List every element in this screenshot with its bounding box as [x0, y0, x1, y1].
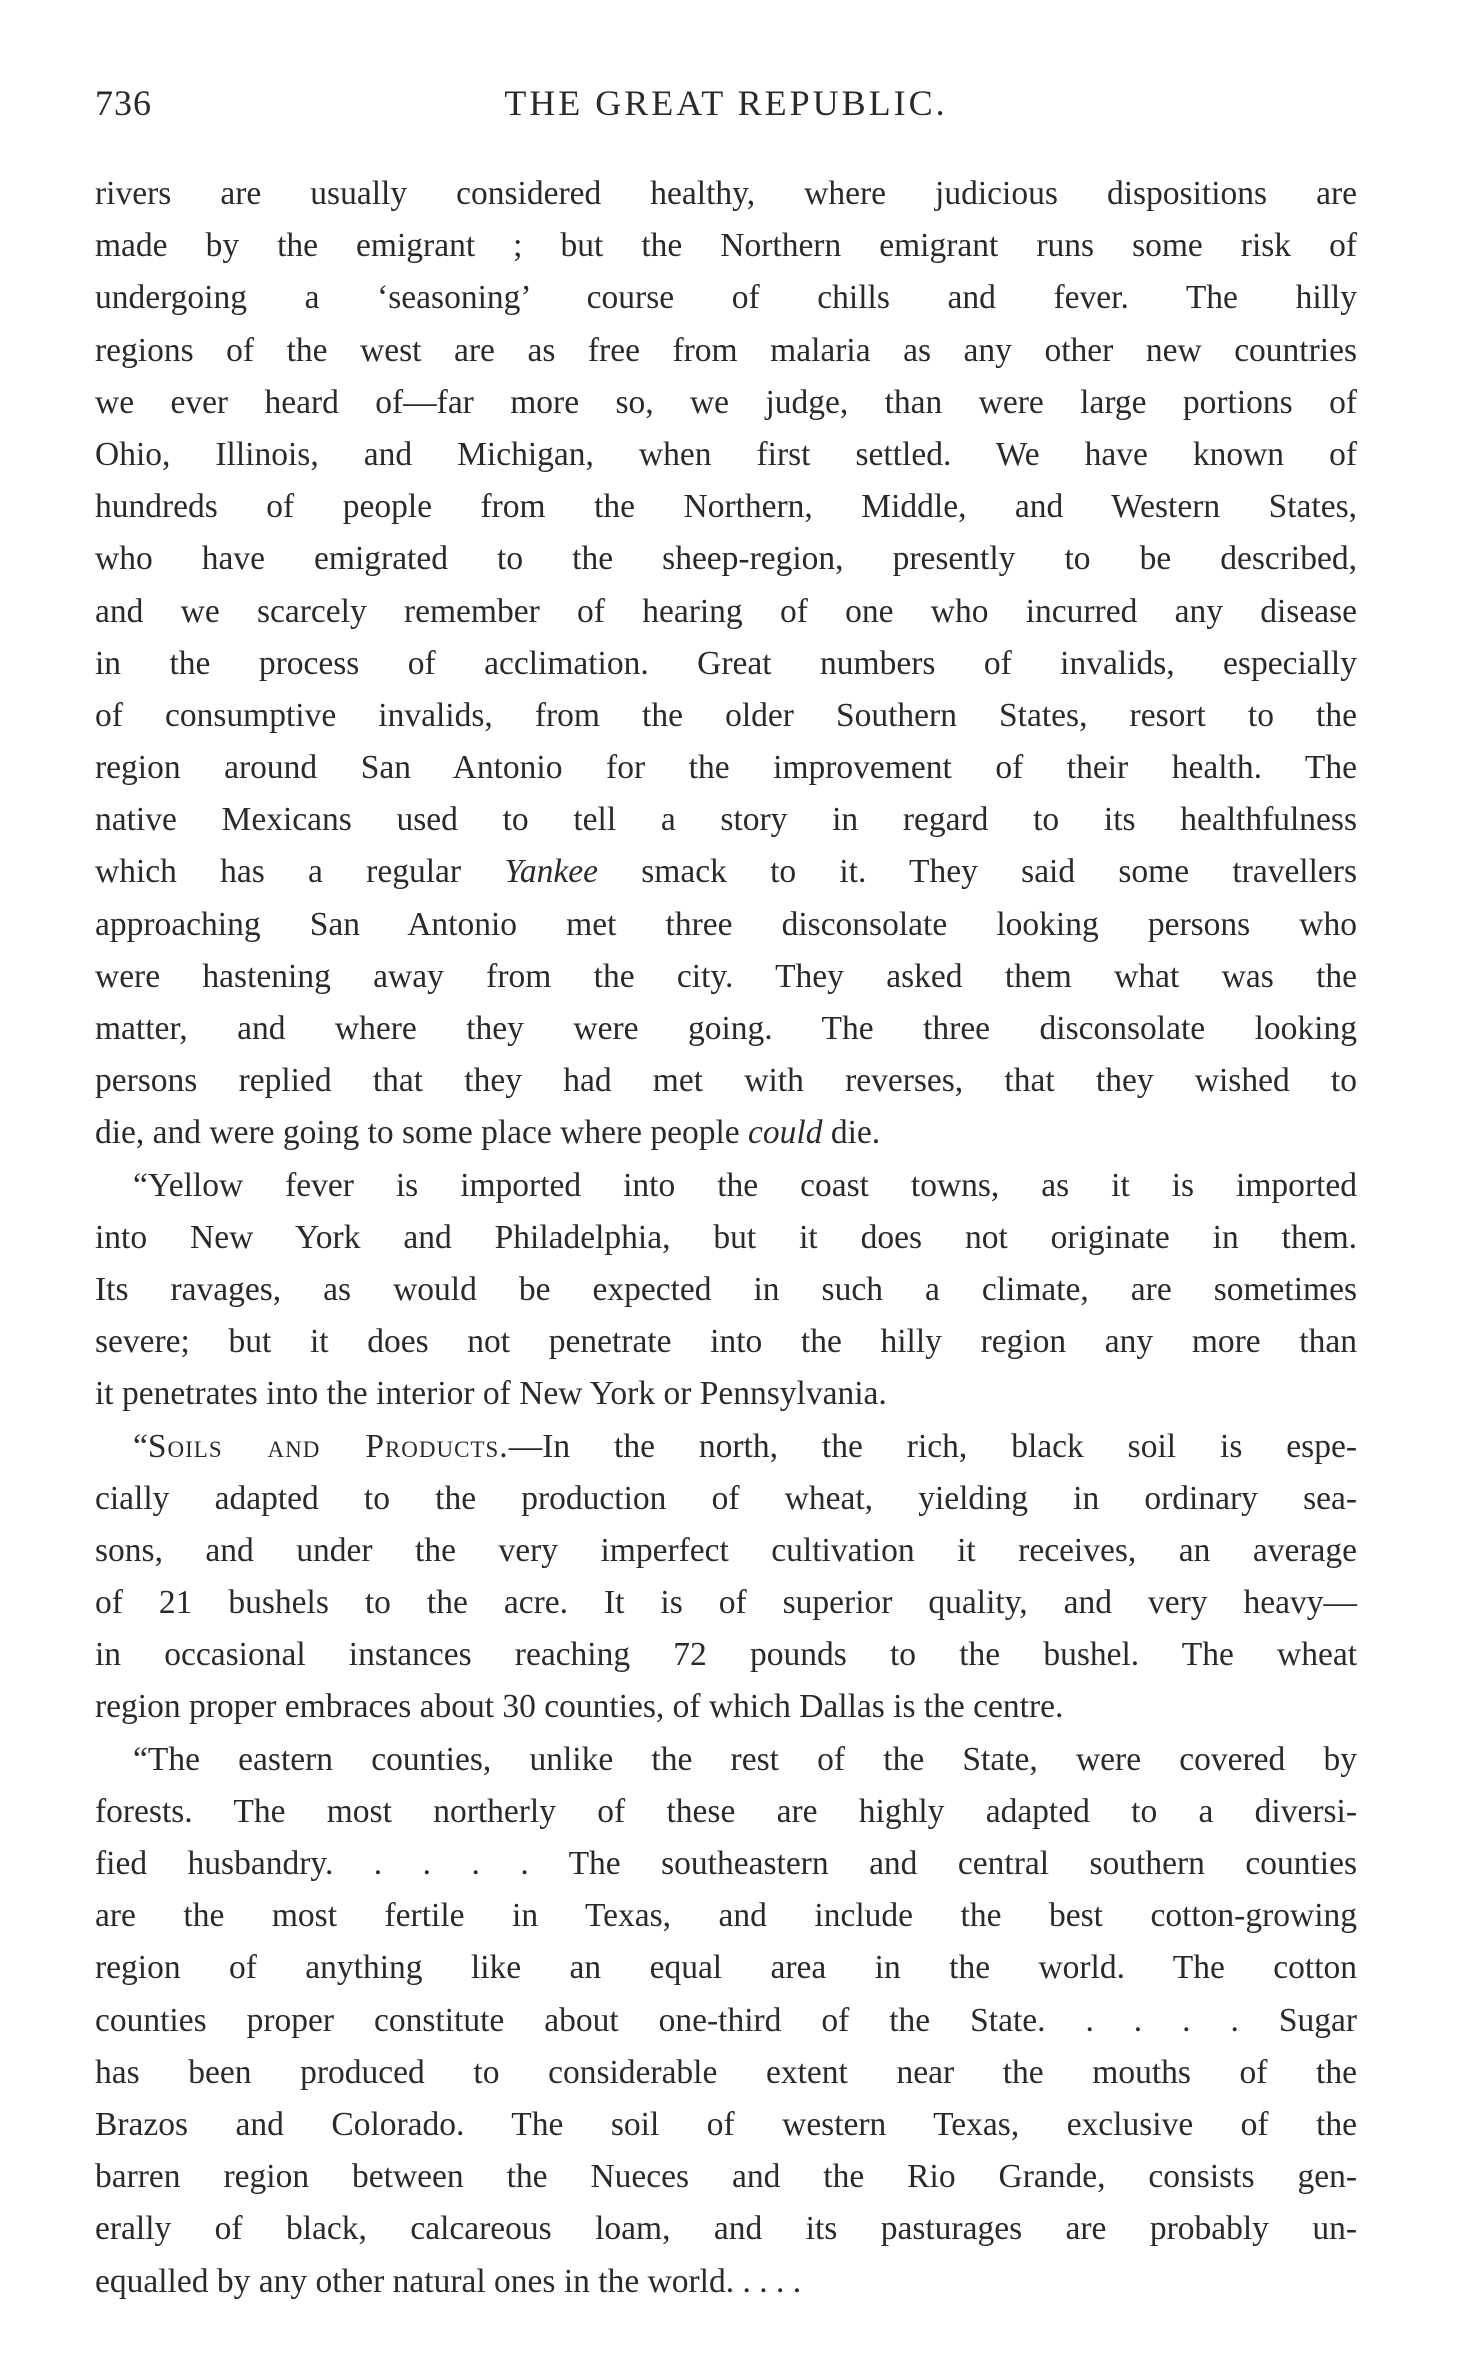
text-line: counties proper constitute about one-third of the State. . . . . Sugar [95, 2001, 1357, 2039]
paragraph-end-line: equalled by any other natural ones in the world. . . . . [95, 2262, 802, 2300]
text-line: hundreds of people from the Northern, Middle, and Western States, [95, 488, 1357, 526]
text-line: rivers are usually considered healthy, where judicious dispositions are [95, 175, 1357, 212]
text-line: sons, and under the very imperfect cultivation it receives, an average [95, 1531, 1357, 1569]
text-run: “ [133, 1427, 148, 1465]
text-line: in the process of acclimation. Great numbers of invalids, especially [95, 644, 1357, 682]
text-line [95, 846, 1357, 898]
text-line: fied husbandry. . . . . The southeastern and central southern counties [95, 1845, 1357, 1882]
page-number: 736 [95, 83, 152, 123]
text-line: made by the emigrant ; but the Northern emigrant runs some risk of [95, 227, 1357, 265]
paragraph-end-line: region proper embraces about 30 counties, of which Dallas is the centre. [95, 1688, 1064, 1726]
text-line: severe; but it does not penetrate into the hilly region any more than [95, 1323, 1357, 1361]
text-run: which has a regular [95, 853, 505, 891]
text-line: barren region between the Nueces and the Rio Grande, consists gen- [95, 2158, 1357, 2196]
text-line: native Mexicans used to tell a story in regard to its healthfulness [95, 801, 1357, 839]
section-heading: Soils and Products. [147, 1427, 509, 1465]
text-line: and we scarcely remember of hearing of one who incurred any disease [95, 592, 1357, 630]
text-line: of consumptive invalids, from the older Southern States, resort to the [95, 696, 1357, 734]
paragraph-end-line: it penetrates into the interior of New York or Pennsylvania. [95, 1375, 887, 1413]
text-line: we ever heard of—far more so, we judge, than were large portions of [95, 383, 1357, 421]
text-line: cially adapted to the production of wheat, yielding in ordinary sea- [95, 1479, 1357, 1517]
section-heading-line [95, 1421, 1357, 1473]
body-text [95, 168, 1357, 2308]
paragraph-start-line: “The eastern counties, unlike the rest of the State, were covered by [133, 1740, 1357, 1778]
paragraph-start-line: “Yellow fever is imported into the coast towns, as it is imported [133, 1166, 1357, 1204]
text-line: erally of black, calcareous loam, and its pasturages are probably un- [95, 2210, 1357, 2248]
text-line: Brazos and Colorado. The soil of western Texas, exclusive of the [95, 2105, 1357, 2143]
running-title: THE GREAT REPUBLIC. [504, 83, 948, 123]
text-line: forests. The most northerly of these are highly adapted to a diversi- [95, 1792, 1357, 1830]
text-line: into New York and Philadelphia, but it does not originate in them. [95, 1218, 1357, 1256]
text-line: were hastening away from the city. They asked them what was the [95, 957, 1357, 995]
text-line: are the most fertile in Texas, and include the best cotton-growing [95, 1897, 1357, 1935]
text-run: die. [822, 1114, 881, 1152]
text-line: region of anything like an equal area in the world. The cotton [95, 1949, 1357, 1987]
text-line: regions of the west are as free from malaria as any other new countries [95, 331, 1357, 369]
text-run: smack to it. They said some travellers [597, 853, 1357, 891]
text-run: —In the north, the rich, black soil is espe- [508, 1427, 1357, 1465]
text-line: has been produced to considerable extent near the mouths of the [95, 2053, 1357, 2091]
text-line: Its ravages, as would be expected in such a climate, are sometimes [95, 1270, 1357, 1308]
text-line: who have emigrated to the sheep-region, presently to be described, [95, 540, 1357, 578]
text-line: of 21 bushels to the acre. It is of superior quality, and very heavy— [95, 1584, 1357, 1622]
text-line: in occasional instances reaching 72 pounds to the bushel. The wheat [95, 1636, 1357, 1674]
text-line: persons replied that they had met with reverses, that they wished to [95, 1062, 1357, 1100]
running-head [95, 82, 1357, 132]
text-line: region around San Antonio for the improvement of their health. The [95, 749, 1357, 787]
text-line: approaching San Antonio met three disconsolate looking persons who [95, 905, 1357, 943]
text-line: matter, and where they were going. The three disconsolate looking [95, 1010, 1357, 1047]
text-run: die, and were going to some place where people [95, 1114, 749, 1152]
text-line: Ohio, Illinois, and Michigan, when first settled. We have known of [95, 435, 1357, 473]
italic-text: Yankee [504, 853, 598, 891]
paragraph-end-line [95, 1107, 1357, 1159]
text-line: undergoing a ‘seasoning’ course of chills and fever. The hilly [95, 279, 1357, 317]
italic-text: could [748, 1114, 823, 1152]
